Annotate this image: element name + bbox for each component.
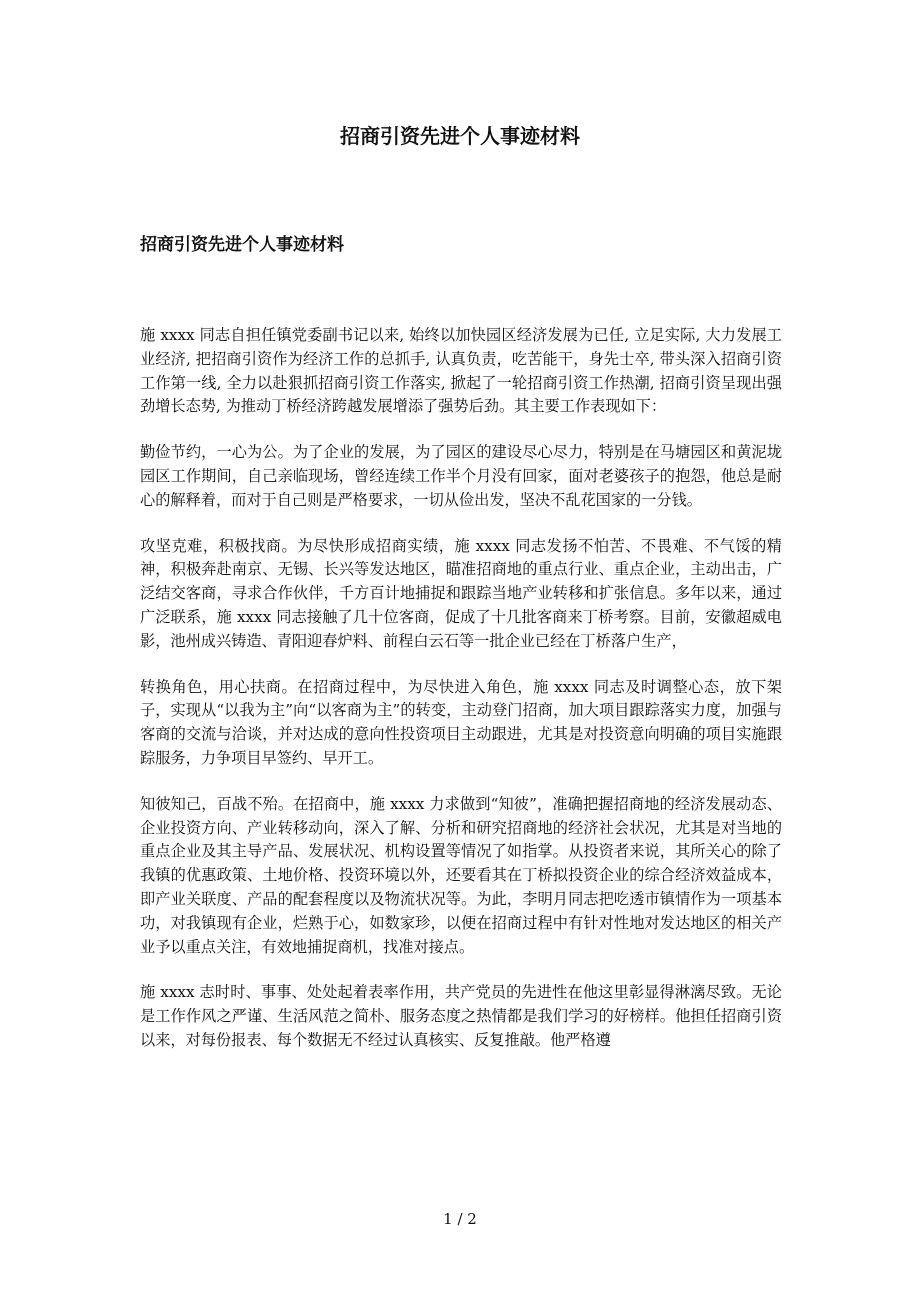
page-number: 1 / 2: [443, 1210, 477, 1228]
paragraph-know-yourself: 知彼知己，百战不殆。在招商中，施 xxxx 力求做到“知彼”，准确把握招商地的经济发展动态、企业投资方向、产业转移动向，深入了解、分析和研究招商地的经济社会状况，尤其是对当地的重点企业及其主导产品、发展状况、机构设置等情况了如指掌。从投资者来说，其所关心的除了我镇的优惠政策、土地价格、投资环境以外，还要看其在丁桥拟投资企业的综合经济效益成本，即产业关联度、产品的配套程度以及物流状况等。为此，李明月同志把吃透市镇情作为一项基本功，对我镇现有企业，烂熟于心，如数家珍，以便在招商过程中有针对性地对发达地区的相关产业予以重点关注，有效地捕捉商机，找准对接点。: [140, 794, 782, 956]
document-title: 招商引资先进个人事迹材料: [340, 124, 580, 148]
document-body: [140, 324, 782, 1075]
paragraph-frugality: 勤俭节约，一心为公。为了企业的发展，为了园区的建设尽心尽力，特别是在马塘园区和黄泥垅园区工作期间，自己亲临现场，曾经连续工作半个月没有回家，面对老婆孩子的抱怨，他总是耐心的解释着，而对于自己则是严格要求，一切从俭出发，坚决不乱花国家的一分钱。: [140, 443, 782, 509]
paragraph-supporting-investors: 转换角色，用心扶商。在招商过程中，为尽快进入角色，施 xxxx 同志及时调整心态，放下架子，实现从“以我为主”向“以客商为主”的转变，主动登门招商，加大项目跟踪落实力度，加强与客商的交流与洽谈，并对达成的意向性投资项目主动跟进，尤其是对投资意向明确的项目实施跟踪服务，力争项目早签约、早开工。: [140, 677, 782, 767]
paragraph-role-model: 施 xxxx 志时时、事事、处处起着表率作用，共产党员的先进性在他这里彰显得淋漓尽致。无论是工作作风之严谨、生活风范之简朴、服务态度之热情都是我们学习的好榜样。他担任招商引资以来，对每份报表、每个数据无不经过认真核实、反复推敲。他严格遵: [140, 983, 782, 1049]
section-heading: 招商引资先进个人事迹材料: [140, 235, 344, 255]
paragraph-seeking-investors: 攻坚克难，积极找商。为尽快形成招商实绩，施 xxxx 同志发扬不怕苦、不畏难、不气馁的精神，积极奔赴南京、无锡、长兴等发达地区，瞄准招商地的重点行业、重点企业，主动出击，广泛结交客商，寻求合作伙伴，千方百计地捕捉和跟踪当地产业转移和扩张信息。多年以来，通过广泛联系，施 xxxx 同志接触了几十位客商，促成了十几批客商来丁桥考察。目前，安徽超威电影，池州成兴铸造、青阳迎春炉料、前程白云石等一批企业已经在丁桥落户生产，: [140, 536, 782, 650]
paragraph-intro: 施 xxxx 同志自担任镇党委副书记以来, 始终以加快园区经济发展为已任, 立足实际, 大力发展工业经济, 把招商引资作为经济工作的总抓手, 认真负责，吃苦能干，身先士卒, 带头深入招商引资工作第一线, 全力以赴狠抓招商引资工作落实, 掀起了一轮招商引资工作热潮, 招商引资呈现出强劲增长态势, 为推动丁桥经济跨越发展增添了强势后劲。其主要工作表现如下：: [140, 326, 782, 416]
